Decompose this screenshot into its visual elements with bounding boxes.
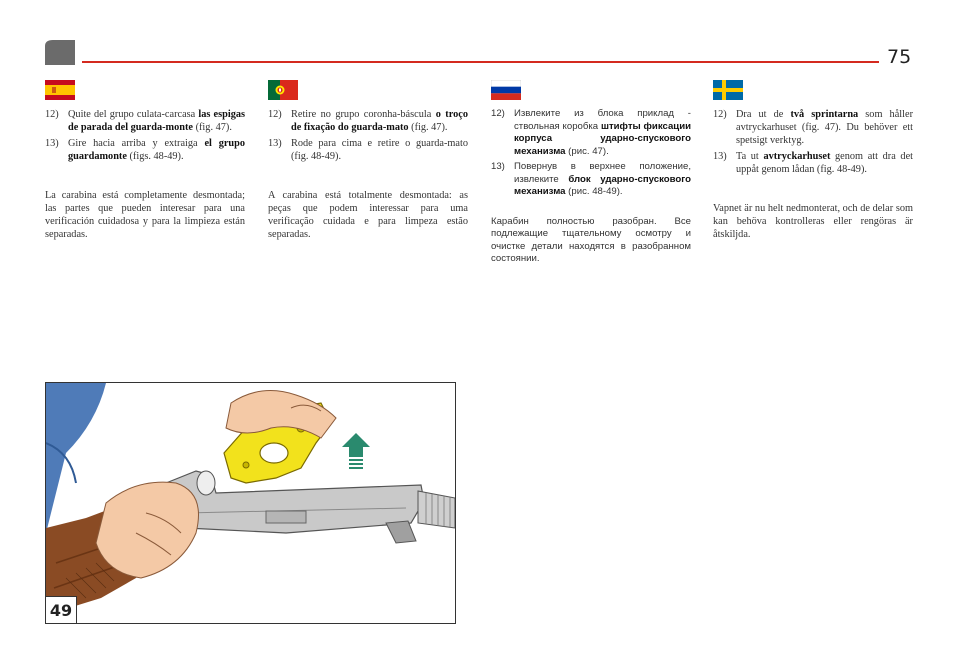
up-arrow-icon [342, 433, 370, 469]
russia-flag-icon [491, 80, 521, 100]
summary-text: A carabina está totalmente desmontada: as peças que podem interessar para uma verificação cuidada e para limpeza estão separadas. [268, 190, 468, 240]
header-rule [82, 61, 879, 63]
figure-number: 49 [46, 596, 77, 623]
portugal-flag-icon [268, 80, 298, 100]
column-portuguese [268, 80, 468, 241]
column-spanish [45, 80, 245, 241]
lower-hand-shape [96, 482, 199, 578]
step-13: 13) Ta ut avtryckarhuset genom att dra det uppåt genom lådan (fig. 48-49). [713, 151, 913, 175]
page-number: 75 [887, 46, 912, 68]
disassembly-illustration [46, 383, 455, 623]
spain-flag-icon [45, 80, 75, 100]
summary-text: Карабин полностью разобран. Все подлежащие тщательному осмотру и очистке детали находятся в разобранном состоянии. [491, 215, 691, 264]
step-12: 12) Dra ut de två sprintarna som håller avtryckarhuset (fig. 47). Du behöver ett spetsigt verktyg. [713, 109, 913, 146]
figure-49 [45, 382, 456, 624]
step-12: 12) Извлеките из блока приклад - ствольная коробка штифты фиксации корпуса ударно-спускового механизма (рис. 47). [491, 108, 691, 157]
step-12: 12) Retire no grupo coronha-báscula o troço de fixação do guarda-mato (fig. 47). [268, 109, 468, 133]
sleeve-shape [46, 383, 106, 533]
step-13: 13) Повернув в верхнее положение, извлеките блок ударно-спускового механизма (рис. 48-49). [491, 161, 691, 197]
summary-text: La carabina está completamente desmontada; las partes que pueden interesar para una verificación cuidadosa y para la limpieza están separadas. [45, 190, 245, 240]
summary-text: Vapnet är nu helt nedmonterat, och de delar som kan behöva kontrolleras eller rengöras är åtskiljda. [713, 203, 913, 240]
step-13: 13) Rode para cima e retire o guarda-mato (fig. 48-49). [268, 138, 468, 162]
step-12: 12) Quite del grupo culata-carcasa las espigas de parada del guarda-monte (fig. 47). [45, 109, 246, 133]
column-russian [491, 80, 691, 266]
brand-logo-icon [45, 40, 75, 65]
sweden-flag-icon [713, 80, 743, 100]
step-13: 13) Gire hacia arriba y extraiga el grupo guardamonte (figs. 48-49). [45, 138, 246, 162]
column-swedish [713, 80, 913, 241]
